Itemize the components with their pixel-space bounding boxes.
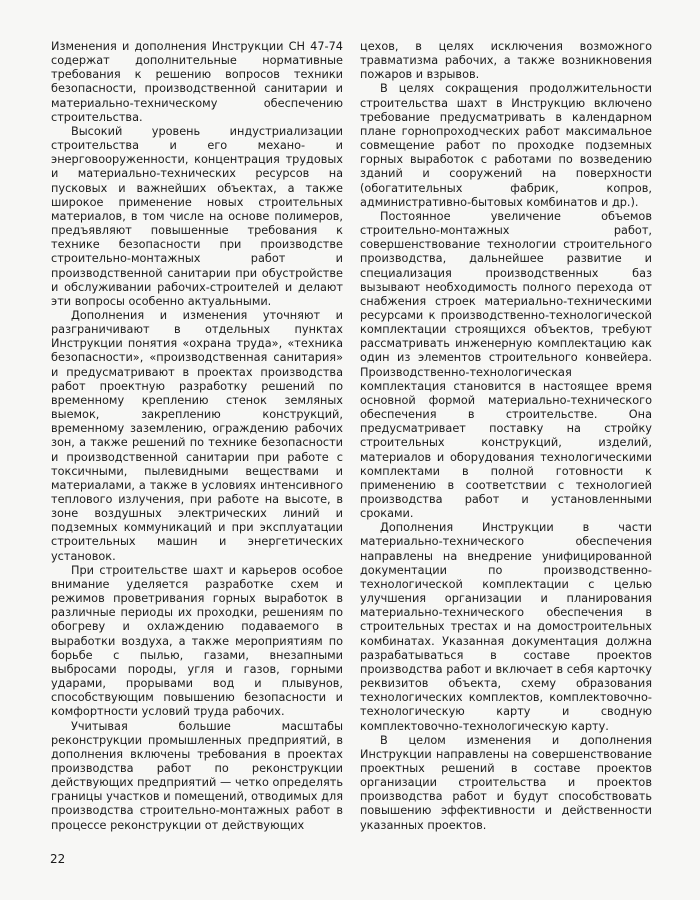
paragraph: Дополнения Инструкции в части материально-технического обеспечения направлены на внедрение унифицированной документации по производственно-технологической комплектации с целью улучшения организации и планирования материально-технического обеспечения в строительных трестах и на домостроительных комбинатах. Указанная документация должна разрабатываться в составе проектов производства работ и включает в себя карточку реквизитов объекта, схему образования технологических комплектов, комплектовочно-технологическую карту и сводную комплектовочно-технологическую карту.	[360, 521, 652, 733]
paragraph: При строительстве шахт и карьеров особое внимание уделяется разработке схем и режимов проветривания горных выработок в различные периоды их проходки, решениям по обогреву и охлаждению подаваемого в выработки воздуха, а также мероприятиям по борьбе с пылью, газами, внезапными выбросами породы, угля и газов, горными ударами, прорывами вод и плывунов, способствующим повышению безопасности и комфортности условий труда рабочих.	[51, 563, 343, 719]
paragraph: Постоянное увеличение объемов строительно-монтажных работ, совершенствование технологии строительного производства, дальнейшее развитие и специализация производственных баз вызывают необходимость полного перехода от снабжения строек материально-техническими ресурсами к производственно-технологической комплектации строящихся объектов, требуют рассматривать инженерную комплектацию как один из элементов строительного конвейера. Производственно-технологическая комплектация становится в настоящее время основной формой материально-технического обеспечения в строительстве. Она предусматривает поставку на стройку строительных конструкций, изделий, материалов и оборудования технологическими комплектами в полной готовности к применению в соответствии с технологией производства работ и установленными сроками.	[360, 209, 652, 521]
page-number: 22	[50, 852, 66, 866]
paragraph: Изменения и дополнения Инструкции СН 47-74 содержат дополнительные нормативные требования к решению вопросов техники безопасности, производственной санитарии и материально-техническому обеспечению строительства.	[51, 40, 343, 124]
right-column	[360, 40, 652, 833]
paragraph: В целях сокращения продолжительности строительства шахт в Инструкцию включено требование предусматривать в календарном плане горнопроходческих работ максимальное совмещение работ по проходке подземных горных выработок с работами по возведению зданий и сооружений на поверхности (обогатительных фабрик, копров, административно-бытовых комбинатов и др.).	[360, 82, 652, 209]
left-column	[51, 40, 343, 833]
paragraph: Учитывая большие масштабы реконструкции промышленных предприятий, в дополнения включены требования в проектах производства работ по реконструкции действующих предприятий — четко определять границы участков и помещений, отводимых для производства строительно-монтажных работ в процессе реконструкции от действующих	[51, 719, 343, 832]
paragraph: Дополнения и изменения уточняют и разграничивают в отдельных пунктах Инструкции понятия «охрана труда», «техника безопасности», «производственная санитария» и предусматривают в проектах производства работ проектную разработку решений по временному креплению стенок земляных выемок, закреплению конструкций, временному заземлению, ограждению рабочих зон, а также решений по технике безопасности и производственной санитарии при работе с токсичными, пылевидными веществами и материалами, а также в условиях интенсивного теплового излучения, при работе на высоте, в зоне воздушных электрических линий и подземных коммуникаций и при эксплуатации строительных машин и энергетических установок.	[51, 308, 343, 563]
paragraph: В целом изменения и дополнения Инструкции направлены на совершенствование проектных решений в составе проектов организации строительства и проектов производства работ и будут способствовать повышению эффективности и действенности указанных проектов.	[360, 733, 652, 832]
paragraph: Высокий уровень индустриализации строительства и его механо- и энерговооруженности, концентрация трудовых и материально-технических ресурсов на пусковых и важнейших объектах, а также широкое применение новых строительных материалов, в том числе на основе полимеров, предъявляют повышенные требования к технике безопасности при производстве строительно-монтажных работ и производственной санитарии при обустройстве и обслуживании рабочих-строителей и делают эти вопросы особенно актуальными.	[51, 124, 343, 308]
paragraph: цехов, в целях исключения возможного травматизма рабочих, а также возникновения пожаров и взрывов.	[360, 40, 652, 82]
